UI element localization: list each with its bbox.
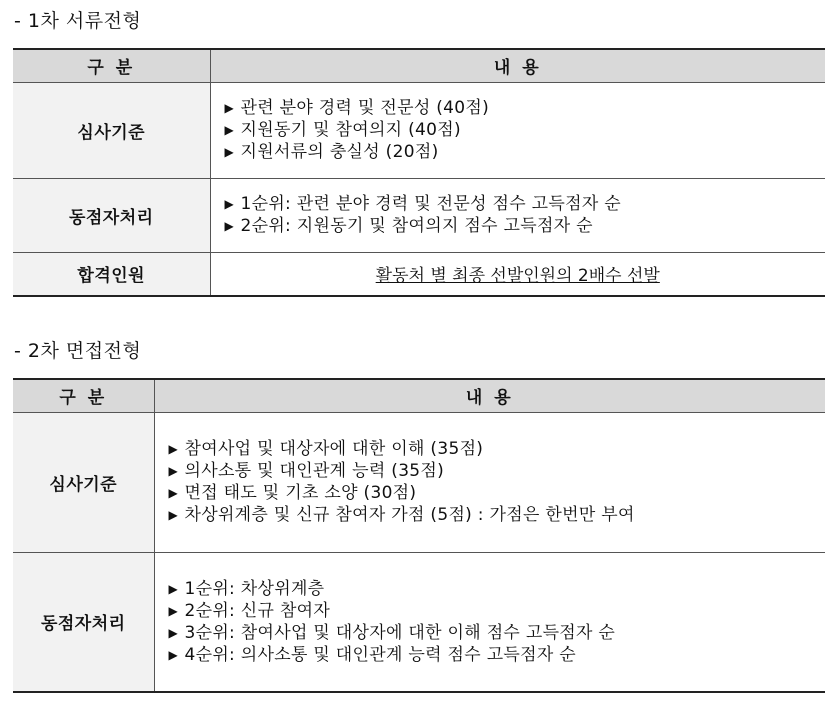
- item-text: 관련 분야 경력 및 전문성 (40점): [240, 98, 490, 118]
- header-category: 구 분: [13, 379, 154, 412]
- section-1-title: - 1차 서류전형: [14, 10, 142, 32]
- table-header-row: [13, 49, 825, 82]
- table-row: [13, 412, 825, 552]
- bullet-icon: ▶: [168, 581, 179, 596]
- bullet-icon: ▶: [168, 625, 179, 640]
- row-category: 동점자처리: [13, 552, 154, 692]
- list-item: [225, 119, 826, 141]
- bullet-icon: ▶: [168, 442, 179, 456]
- item-text: 1순위: 관련 분야 경력 및 전문성 점수 고득점자 순: [240, 194, 621, 214]
- bullet-icon: ▶: [168, 647, 179, 662]
- bullet-icon: ▶: [168, 603, 179, 618]
- row-category: 합격인원: [13, 252, 210, 296]
- row-category: 심사기준: [13, 412, 154, 552]
- list-item: [169, 578, 826, 600]
- list-item: [169, 438, 826, 460]
- bullet-icon: ▶: [168, 508, 179, 522]
- item-text: 지원서류의 충실성 (20점): [240, 142, 439, 162]
- document-screening-table: [13, 48, 825, 297]
- section-2-title: - 2차 면접전형: [14, 340, 142, 362]
- item-text: 참여사업 및 대상자에 대한 이해 (35점): [184, 439, 484, 459]
- list-item: [225, 193, 826, 215]
- list-item: [169, 622, 826, 644]
- item-text: 2순위: 지원동기 및 참여의지 점수 고득점자 순: [240, 216, 593, 236]
- list-item: [169, 504, 826, 526]
- item-text: 4순위: 의사소통 및 대인관계 능력 점수 고득점자 순: [184, 644, 577, 665]
- row-category: 심사기준: [13, 82, 210, 178]
- table-header-row: [13, 379, 825, 412]
- row-content: [154, 412, 825, 552]
- row-content: [210, 82, 825, 178]
- item-text: 1순위: 차상위계층: [184, 578, 325, 599]
- table-row: [13, 82, 825, 178]
- bullet-icon: ▶: [168, 486, 179, 500]
- table-row: [13, 552, 825, 692]
- item-text: 차상위계층 및 신규 참여자 가점 (5점) : 가점은 한번만 부여: [184, 505, 635, 525]
- item-text: 2순위: 신규 참여자: [184, 600, 331, 621]
- row-content: [210, 252, 825, 296]
- row-category: 동점자처리: [13, 178, 210, 252]
- list-item: [169, 600, 826, 622]
- bullet-icon: ▶: [224, 123, 235, 137]
- item-text: 3순위: 참여사업 및 대상자에 대한 이해 점수 고득점자 순: [184, 622, 616, 643]
- header-content: 내 용: [154, 379, 825, 412]
- bullet-icon: ▶: [168, 464, 179, 478]
- list-item: [169, 482, 826, 504]
- item-text: 지원동기 및 참여의지 (40점): [240, 120, 461, 140]
- list-item: [169, 644, 826, 666]
- interview-screening-table: [13, 378, 825, 693]
- table-row: [13, 178, 825, 252]
- quota-text: 활동처 별 최종 선발인원의 2배수 선발: [375, 266, 660, 287]
- table-row: [13, 252, 825, 296]
- item-text: 면접 태도 및 기초 소양 (30점): [184, 483, 417, 503]
- list-item: [225, 141, 826, 163]
- header-category: 구 분: [13, 49, 210, 82]
- bullet-icon: ▶: [224, 197, 235, 211]
- list-item: [169, 460, 826, 482]
- bullet-icon: ▶: [224, 145, 235, 159]
- list-item: [225, 215, 826, 237]
- bullet-icon: ▶: [224, 101, 235, 115]
- header-content: 내 용: [210, 49, 825, 82]
- row-content: [210, 178, 825, 252]
- bullet-icon: ▶: [224, 219, 235, 233]
- list-item: [225, 97, 826, 119]
- row-content: [154, 552, 825, 692]
- item-text: 의사소통 및 대인관계 능력 (35점): [184, 461, 445, 481]
